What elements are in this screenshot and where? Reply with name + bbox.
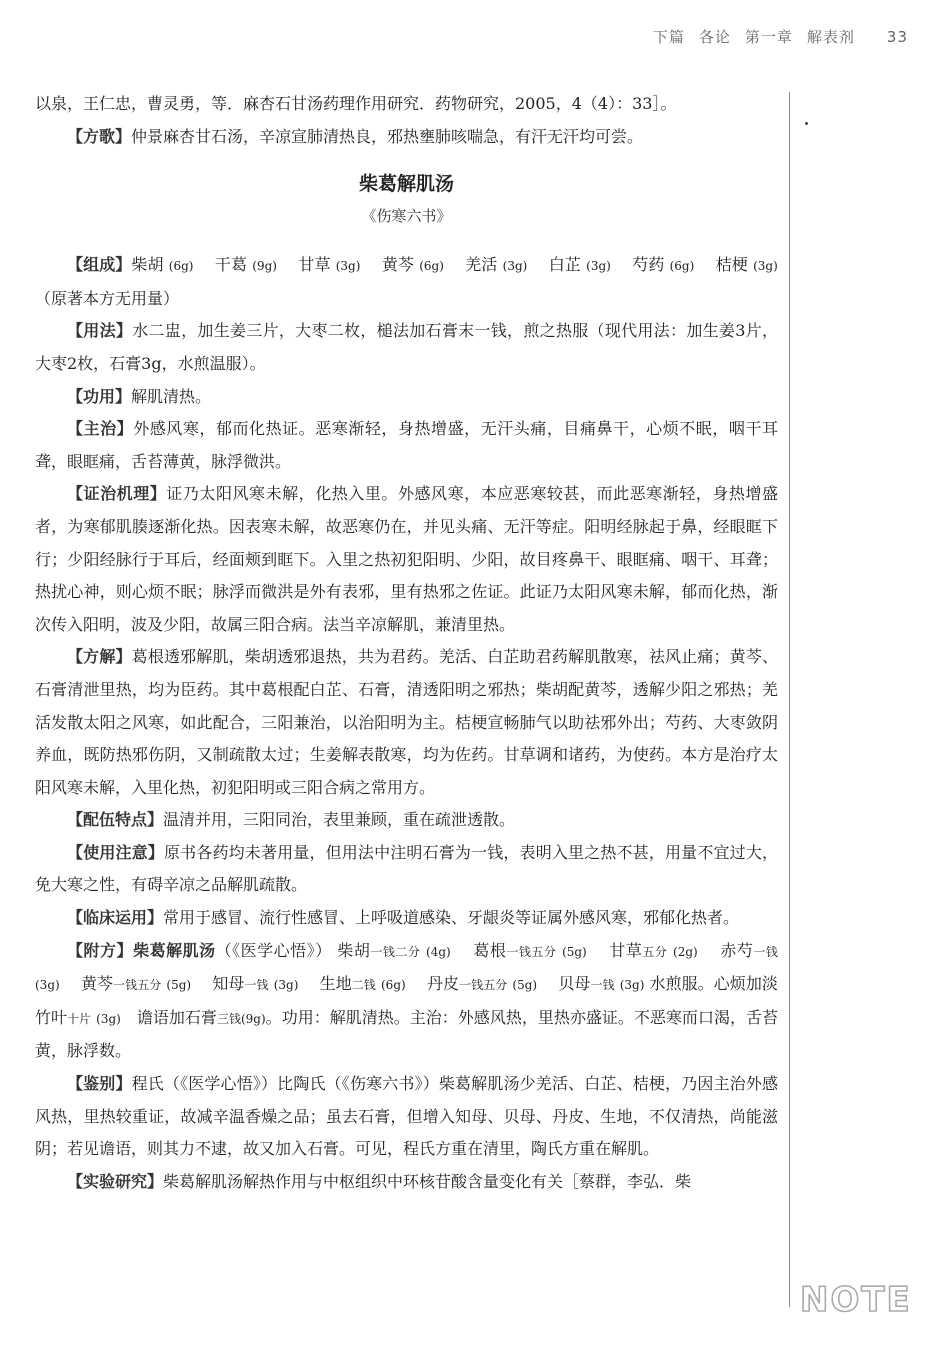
fufang-herb-dose: (6g): [381, 978, 406, 993]
herb-item: [131, 255, 193, 274]
herb-name: 白芷: [548, 255, 581, 275]
section-text: 解肌清热。: [131, 386, 212, 406]
fufang-herb-name: 贝母: [558, 974, 591, 994]
fangge-tag: 【方歌】: [67, 126, 132, 146]
formula-source: 《伤寒六书》: [361, 207, 452, 226]
section-tag: 【证治机理】: [67, 484, 167, 504]
herb-dose: (6g): [168, 259, 194, 274]
fufang-herb-item: [212, 974, 298, 993]
section-paragraph: [35, 413, 778, 478]
herb-item: [382, 255, 444, 274]
herb-dose: (3g): [586, 259, 611, 274]
fufang-herb-item: [320, 974, 406, 993]
zhuye-orig-dose: 十片: [67, 1011, 92, 1026]
herb-item: [465, 255, 527, 274]
herb-dose: (9g): [252, 259, 277, 274]
fufang-source: （《医学心悟》）: [215, 940, 332, 960]
herb-name: 干葛: [214, 255, 248, 275]
herb-item: [298, 255, 360, 274]
herb-item: [632, 255, 694, 274]
herb-dose: (6g): [419, 259, 444, 274]
margin-dot: [805, 122, 808, 125]
section-tag: 【用法】: [67, 321, 133, 341]
fufang-herb-dose: (5g): [166, 978, 192, 993]
section-tag: 【临床运用】: [67, 908, 164, 928]
experiment-paragraph: [35, 1166, 778, 1199]
zhuye-dose: (3g): [96, 1011, 121, 1026]
fufang-prep: 水煎服。心烦加淡竹叶: [35, 974, 778, 1027]
fufang-herb-orig: 五分: [642, 944, 668, 959]
section-paragraph: [35, 641, 778, 804]
section-paragraph: [35, 902, 778, 935]
section-paragraph: [35, 837, 778, 902]
margin-rule: [789, 92, 790, 1307]
fufang-paragraph: [35, 935, 778, 1068]
section-tag: 【功用】: [67, 386, 132, 406]
fufang-herb-item: [609, 941, 697, 960]
fufang-herb-dose: (3g): [619, 978, 645, 993]
section-list: [35, 315, 778, 934]
experiment-tag: 【实验研究】: [67, 1171, 164, 1191]
fangge-paragraph: [35, 121, 778, 154]
section-text: 常用于感冒、流行性感冒、上呼吸道感染、牙龈炎等证属外感风寒，邪郁化热者。: [163, 908, 740, 928]
composition-paragraph: [35, 249, 778, 315]
shigao-orig-dose: 三钱: [216, 1011, 241, 1026]
fufang-herb-name: 甘草: [609, 940, 643, 960]
fufang-herb-orig: 一钱五分: [506, 944, 557, 959]
section-tag: 【配伍特点】: [67, 810, 164, 830]
section-text: 温清并用，三阳同治，表里兼顾，重在疏泄透散。: [163, 810, 516, 830]
herb-name: 桔梗: [715, 255, 748, 275]
reference-tail: 以泉，王仁忠，曹灵勇，等．麻杏石甘汤药理作用研究．药物研究，2005，4（4）：33］。: [35, 94, 677, 113]
jianbie-tag: 【鉴别】: [67, 1074, 132, 1094]
formula-heading: [35, 167, 778, 231]
composition-note: （原著本方无用量）: [35, 288, 180, 308]
fufang-herb-item: [81, 974, 191, 993]
fangge-text: 仲景麻杏甘石汤，辛凉宣肺清热良，邪热壅肺咳喘急，有汗无汗均可尝。: [131, 126, 644, 146]
fufang-herb-name: 黄芩: [80, 974, 114, 994]
section-text: 证乃太阳风寒未解，化热入里。外感风寒，本应恶寒较甚，而此恶寒渐轻，身热增盛者，为寒郁肌腠逐渐化热。因表寒未解，故恶寒仍在，并见头痛、无汗等症。阳明经脉起于鼻，经眼眶下行；少阳经脉行于耳后，经面颊到眶下。入里之热初犯阳明、少阳，故目疼鼻干、眼眶痛、咽干、耳聋；热扰心神，则心烦不眠；脉浮而微洪是外有表邪，里有热邪之佐证。此证乃太阳风寒未解，郁而化热，渐次传入阳明，波及少阳，故属三阳合病。法当辛凉解肌，兼清里热。: [35, 484, 778, 634]
fufang-herb-orig: 一钱五分: [113, 978, 162, 993]
fufang-herb-name: 柴胡: [337, 940, 371, 960]
section-text: 葛根透邪解肌，柴胡透邪退热，共为君药。羌活、白芷助君药解肌散寒，祛风止痛；黄芩、石膏清泄里热，均为臣药。其中葛根配白芷、石膏，清透阳明之邪热；柴胡配黄芩，透解少阳之邪热；羌活发散太阳之风寒，如此配合，三阳兼治，以治阳明为主。桔梗宣畅肺气以助祛邪外出；芍药、大枣敛阴养血，既防热邪伤阴，又制疏散太过；生姜解表散寒，均为佐药。甘草调和诸药，为使药。本方是治疗太阳风寒未解，入里化热，初犯阳明或三阳合病之常用方。: [35, 647, 778, 797]
herb-dose: (3g): [335, 259, 361, 274]
herb-list: [131, 255, 777, 274]
herb-item: [215, 255, 277, 274]
page-number: 33: [886, 28, 908, 46]
fufang-herb-dose: (2g): [673, 944, 698, 959]
section-text: 原书各药均未著用量，但用法中注明石膏为一钱，表明入里之热不甚，用量不宜过大，免大寒之性，有碍辛凉之品解肌疏散。: [35, 842, 778, 895]
composition-tag: 【组成】: [67, 255, 132, 275]
header-section: 各论: [698, 28, 731, 46]
fufang-herb-orig: 一钱: [244, 978, 269, 993]
section-paragraph: [35, 381, 778, 414]
page-body: [35, 88, 778, 1198]
herb-dose: (3g): [502, 259, 528, 274]
running-header: [653, 26, 908, 47]
fufang-herb-orig: 一钱: [753, 944, 778, 959]
herb-dose: (6g): [669, 259, 695, 274]
fufang-herb-name: 赤芍: [720, 940, 754, 960]
header-chapter-title: 解表剂: [806, 28, 855, 46]
herb-name: 柴胡: [131, 255, 164, 275]
fufang-herb-orig: 一钱: [590, 978, 615, 993]
herb-dose: (3g): [753, 259, 778, 274]
section-text: 水二盅，加生姜三片，大枣二枚，槌法加石膏末一钱，煎之热服（现代用法：加生姜3片，大枣2枚，石膏3g，水煎温服）。: [35, 321, 778, 373]
fufang-herb-item: [427, 974, 537, 993]
fufang-tag: 【附方】: [67, 940, 134, 960]
jianbie-text: 程氏（《医学心悟》）比陶氏（《伤寒六书》）柴葛解肌汤少羌活、白芷、桔梗，乃因主治外感风热，里热较重证，故减辛温香燥之品；虽去石膏，但增入知母、贝母、丹皮、生地，不仅清热，尚能滋阴；若见谵语，则其力不逮，故又加入石膏。可见，程氏方重在清里，陶氏方重在解肌。: [35, 1074, 778, 1159]
section-paragraph: [35, 804, 778, 837]
herb-name: 黄芩: [381, 255, 415, 275]
fufang-herb-name: 丹皮: [426, 974, 460, 994]
shigao-dose: (9g): [240, 1011, 266, 1026]
fufang-herb-orig: 二钱: [351, 978, 376, 993]
fufang-effects: 。功用：解肌清热。主治：外感风热，里热亦盛证。不恶寒而口渴，舌苔黄，脉浮数。: [35, 1007, 778, 1061]
header-chapter: 第一章: [744, 28, 793, 46]
fufang-herb-dose: (5g): [512, 978, 538, 993]
fufang-herb-dose: (3g): [35, 978, 60, 993]
fufang-herb-orig: 一钱五分: [459, 978, 508, 993]
fufang-herb-item: [473, 941, 586, 960]
fufang-herb-dose: (3g): [273, 978, 299, 993]
fufang-herb-dose: (4g): [426, 944, 451, 959]
header-part: 下篇: [652, 28, 685, 46]
fufang-herb-item: [337, 941, 450, 960]
section-tag: 【方解】: [67, 647, 132, 667]
note-margin-label: NOTE: [800, 1280, 912, 1320]
herb-name: 甘草: [298, 255, 331, 275]
fufang-herb-name: 葛根: [473, 940, 507, 960]
fufang-prep2: 谵语加石膏: [136, 1007, 217, 1027]
fufang-herb-orig: 一钱二分: [370, 944, 421, 959]
section-tag: 【使用注意】: [67, 842, 164, 862]
fufang-herb-name: 知母: [212, 974, 245, 994]
herb-name: 芍药: [632, 255, 665, 275]
section-text: 外感风寒，郁而化热证。恶寒渐轻，身热增盛，无汗头痛，目痛鼻干，心烦不眠，咽干耳聋，眼眶痛，舌苔薄黄，脉浮微洪。: [35, 419, 778, 471]
formula-title: 柴葛解肌汤: [358, 173, 454, 196]
fufang-herb-dose: (5g): [562, 944, 587, 959]
section-paragraph: [35, 315, 778, 380]
jianbie-paragraph: [35, 1068, 778, 1166]
fufang-name: 柴葛解肌汤: [133, 940, 216, 960]
experiment-text: 柴葛解肌汤解热作用与中枢组织中环核苷酸含量变化有关［蔡群，李弘．柴: [163, 1171, 692, 1191]
herb-item: [549, 255, 611, 274]
section-tag: 【主治】: [67, 419, 134, 439]
herb-name: 羌活: [465, 255, 498, 275]
fufang-herb-item: [558, 974, 644, 993]
fufang-herb-name: 生地: [319, 974, 352, 994]
section-paragraph: [35, 478, 778, 641]
herb-item: [716, 255, 778, 274]
